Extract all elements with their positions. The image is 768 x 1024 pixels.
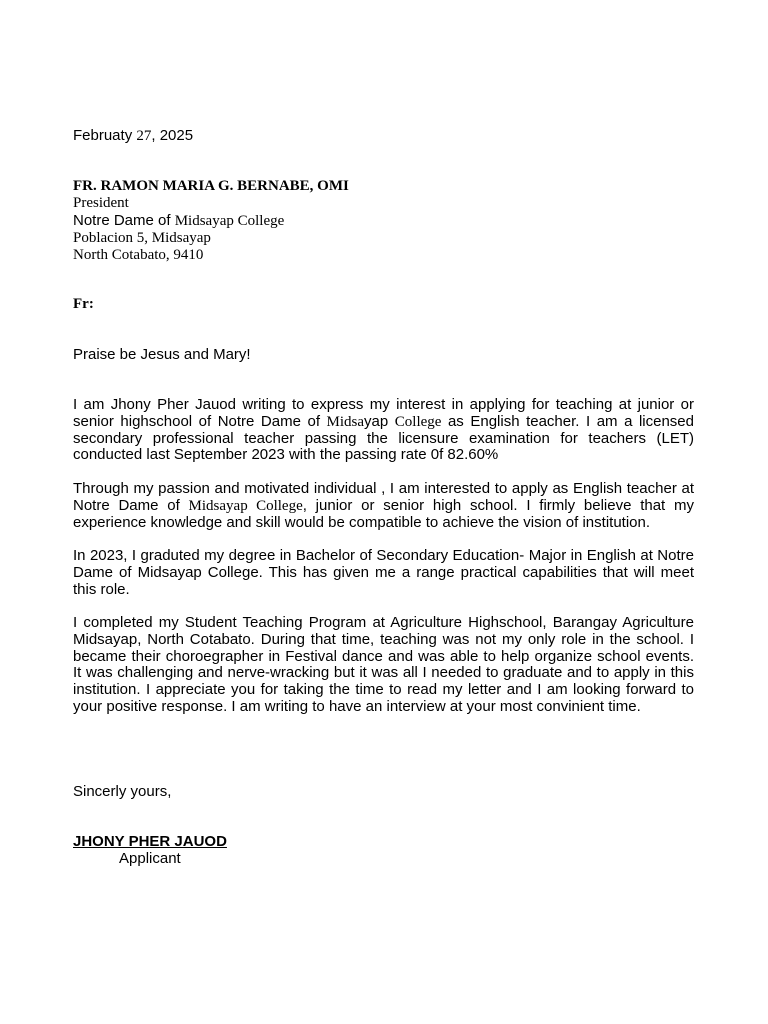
from-label: Fr: [73,296,94,312]
paragraph-2-text-b: Midsayap College [188,497,303,514]
paragraph-1-text-e: as English teacher. I am a licensed secondary professional teacher passing the licensure examination for teachers (LET) conducted last September 2023 with the passing rate 0f 82.60% [73,412,694,464]
signer-name: JHONY PHER JAUOD [73,833,227,850]
date-month: Februaty [73,127,137,144]
paragraph-1-text-a: I am Jhony Pher Jauod writing to express my interest in applying for teaching at junior or senior highschool of Notre Dame of [73,396,694,430]
paragraph-4: I completed my Student Teaching Program at Agriculture Highschool, Barangay Agriculture Midsayap, North Cotabato. During that time, teaching was not my only role in the school. I became their choroegrapher in Festival dance and was able to help organize school events. It was challenging and nerve-wracking but it was all I needed to graduate and to apply in this institution. I appreciate you for taking the time to read my letter and I am looking forward to your positive response. I am writing to have an interview at your most convinient time. [73,614,694,715]
greeting: Praise be Jesus and Mary! [73,346,251,363]
recipient-block [73,178,349,264]
institution-suffix: Midsayap College [174,213,285,229]
recipient-title: President [73,195,129,211]
recipient-institution [73,212,349,230]
closing: Sincerly yours, [73,783,172,800]
date-year: , 2025 [151,127,194,144]
signer-role: Applicant [119,850,181,867]
paragraph-3: In 2023, I graduted my degree in Bachelor of Secondary Education- Major in English at Notre Dame of Midsayap College. This has given me a range practical capabilities that will meet this role. [73,547,694,598]
paragraph-1 [73,397,694,464]
letter-date [73,127,193,145]
date-day: 27 [136,128,152,144]
recipient-address-line1: Poblacion 5, Midsayap [73,230,211,246]
institution-prefix: Notre Dame of [73,212,175,229]
paragraph-2-text-a: Through my passion and motivated individual , I am interested to apply as English teacher at Notre Dame of [73,480,694,514]
paragraph-1-text-b: Midsa [326,413,365,430]
paragraph-2 [73,481,694,531]
paragraph-2-text-c: , junior or senior high school. I firmly believe that my experience knowledge and skill would be compatible to achieve the vision of institution. [73,496,694,531]
paragraph-1-text-d: College [394,413,442,430]
recipient-name: FR. RAMON MARIA G. BERNABE, OMI [73,178,349,194]
recipient-address-line2: North Cotabato, 9410 [73,247,204,263]
paragraph-1-text-c: yap [364,412,395,430]
